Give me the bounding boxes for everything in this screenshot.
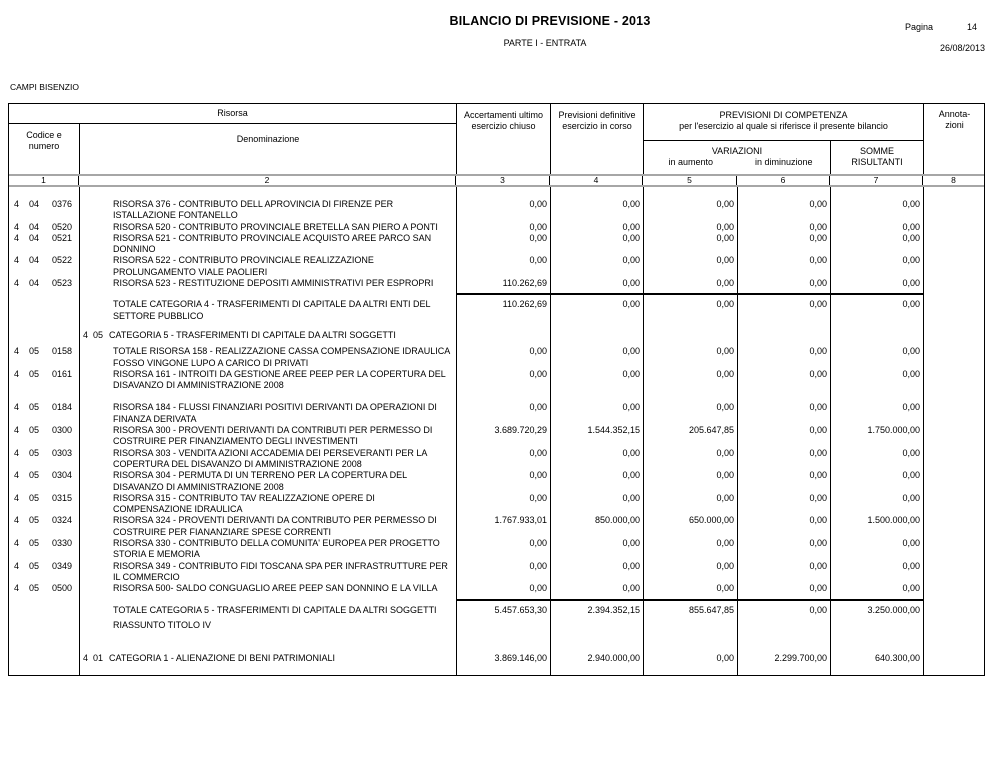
accertamenti-value: 0,00 <box>529 199 547 209</box>
row-categoria-5-header <box>9 330 984 341</box>
somme-value: 0,00 <box>902 221 920 232</box>
code-cell: 4 04 0522 <box>14 255 73 266</box>
total-separator-line <box>456 293 924 295</box>
budget-table <box>8 103 985 676</box>
denominazione-cell: TOTALE CATEGORIA 5 - TRASFERIMENTI DI CAPITALE DA ALTRI SOGGETTI <box>113 604 437 615</box>
row-risorsa-0521 <box>9 233 984 256</box>
diminuzione-value: 0,00 <box>809 560 827 571</box>
diminuzione-value: 2.299.700,00 <box>774 653 827 664</box>
previsioni-value: 0,00 <box>622 199 640 209</box>
header-risorsa: Risorsa <box>9 104 457 124</box>
accertamenti-value: 0,00 <box>529 232 547 243</box>
table-header <box>9 104 984 174</box>
row-risorsa-0303 <box>9 448 984 471</box>
code-cell: 4 05 0304 <box>14 470 73 481</box>
denominazione-cell: RISORSA 500- SALDO CONGUAGLIO AREE PEEP SAN DONNINO E LA VILLA <box>113 583 438 594</box>
code-cell: 4 05 0315 <box>14 492 73 503</box>
somme-value: 0,00 <box>902 583 920 594</box>
diminuzione-value: 0,00 <box>809 221 827 232</box>
somme-value: 1.750.000,00 <box>867 425 920 436</box>
diminuzione-value: 0,00 <box>809 299 827 310</box>
aumento-value: 0,00 <box>716 299 734 310</box>
somme-value: 0,00 <box>902 402 920 413</box>
previsioni-value: 0,00 <box>622 299 640 310</box>
page-number-label: Pagina <box>905 22 934 32</box>
total-separator-line <box>456 599 924 601</box>
somme-value: 640.300,00 <box>874 653 920 664</box>
code-cell: 4 05 0158 <box>14 346 73 357</box>
header-variazioni-sub <box>644 157 830 168</box>
row-categoria-1 <box>9 653 984 664</box>
accertamenti-value: 110.262,69 <box>502 299 547 310</box>
somme-value: 1.500.000,00 <box>867 515 920 526</box>
accertamenti-value: 0,00 <box>529 402 547 413</box>
column-number: 6 <box>737 176 830 185</box>
column-number: 2 <box>79 176 456 185</box>
aumento-value: 0,00 <box>716 255 734 266</box>
aumento-value: 0,00 <box>716 653 734 664</box>
row-risorsa-0324 <box>9 515 984 538</box>
previsioni-value: 0,00 <box>622 492 640 503</box>
somme-value: 0,00 <box>902 447 920 458</box>
accertamenti-value: 0,00 <box>529 368 547 379</box>
accertamenti-value: 3.869.146,00 <box>494 653 547 664</box>
aumento-value: 0,00 <box>716 560 734 571</box>
previsioni-value: 1.544.352,15 <box>587 425 640 436</box>
column-number-row <box>9 174 984 187</box>
document-date: 26/08/2013 <box>939 43 985 53</box>
column-divider <box>79 187 80 675</box>
diminuzione-value: 0,00 <box>809 515 827 526</box>
accertamenti-value: 0,00 <box>529 538 547 549</box>
denominazione-cell: RISORSA 349 - CONTRIBUTO FIDI TOSCANA SPA PER INFRASTRUTTURE PER IL COMMERCIO <box>113 560 448 582</box>
denominazione-cell: 4 01 CATEGORIA 1 - ALIENAZIONE DI BENI PATRIMONIALI <box>83 653 336 664</box>
column-number: 3 <box>456 176 550 185</box>
denominazione-cell: RISORSA 300 - PROVENTI DERIVANTI DA CONTRIBUTI PER PERMESSO DI COSTRUIRE PER FINANZIAMENTO DEGLI INVESTIMENTI <box>113 425 433 447</box>
denominazione-cell: 4 05 CATEGORIA 5 - TRASFERIMENTI DI CAPITALE DA ALTRI SOGGETTI <box>83 329 396 340</box>
diminuzione-value: 0,00 <box>809 538 827 549</box>
previsioni-value: 0,00 <box>622 402 640 413</box>
denominazione-cell: RIASSUNTO TITOLO IV <box>113 619 212 630</box>
denominazione-cell: RISORSA 376 - CONTRIBUTO DELL APROVINCIA DI FIRENZE PER ISTALLAZIONE FONTANELLO <box>113 199 394 221</box>
previsioni-value: 0,00 <box>622 346 640 357</box>
header-previsioni-competenza <box>644 104 924 141</box>
aumento-value: 855.647,85 <box>688 604 734 615</box>
aumento-value: 0,00 <box>716 346 734 357</box>
aumento-value: 650.000,00 <box>688 515 734 526</box>
header-somme-risultanti: SOMME RISULTANTI <box>831 141 924 174</box>
accertamenti-value: 0,00 <box>529 447 547 458</box>
code-cell: 4 05 0324 <box>14 515 73 526</box>
row-risorsa-0300 <box>9 425 984 448</box>
document-title: BILANCIO DI PREVISIONE - 2013 <box>449 14 651 28</box>
header-in-aumento: in aumento <box>668 157 714 168</box>
row-totale-categoria-5 <box>9 605 984 616</box>
aumento-value: 0,00 <box>716 368 734 379</box>
somme-value: 0,00 <box>902 560 920 571</box>
denominazione-cell: RISORSA 315 - CONTRIBUTO TAV REALIZZAZIONE OPERE DI COMPENSAZIONE IDRAULICA <box>113 492 375 515</box>
code-cell: 4 05 0184 <box>14 402 73 413</box>
column-divider <box>923 187 924 675</box>
denominazione-cell: RISORSA 522 - CONTRIBUTO PROVINCIALE REALIZZAZIONE PROLUNGAMENTO VIALE PAOLIERI <box>113 255 374 277</box>
code-cell: 4 05 0349 <box>14 560 73 571</box>
column-divider <box>643 187 644 675</box>
header-variazioni-title: VARIAZIONI <box>711 146 763 156</box>
row-risorsa-0304 <box>9 470 984 493</box>
row-risorsa-0522 <box>9 255 984 278</box>
accertamenti-value: 0,00 <box>529 492 547 503</box>
previsioni-value: 0,00 <box>622 278 640 289</box>
previsioni-value: 0,00 <box>622 232 640 243</box>
aumento-value: 0,00 <box>716 278 734 289</box>
column-divider <box>737 187 738 675</box>
denominazione-cell: TOTALE CATEGORIA 4 - TRASFERIMENTI DI CAPITALE DA ALTRI ENTI DEL SETTORE PUBBLICO <box>113 299 431 321</box>
header-in-diminuzione: in diminuzione <box>754 157 813 168</box>
diminuzione-value: 0,00 <box>809 447 827 458</box>
code-cell: 4 05 0300 <box>14 425 73 436</box>
aumento-value: 0,00 <box>716 583 734 594</box>
diminuzione-value: 0,00 <box>809 492 827 503</box>
diminuzione-value: 0,00 <box>809 583 827 594</box>
previsioni-value: 0,00 <box>622 221 640 232</box>
denominazione-cell: RISORSA 520 - CONTRIBUTO PROVINCIALE BRETELLA SAN PIERO A PONTI <box>113 221 438 232</box>
diminuzione-value: 0,00 <box>809 425 827 436</box>
row-risorsa-0184 <box>9 402 984 425</box>
denominazione-cell: RISORSA 184 - FLUSSI FINANZIARI POSITIVI DERIVANTI DA OPERAZIONI DI FINANZA DERIVATA <box>113 402 437 424</box>
somme-value: 0,00 <box>902 538 920 549</box>
code-cell: 4 04 0521 <box>14 232 73 243</box>
header-codice-numero: Codice e numero <box>9 124 80 174</box>
denominazione-cell: RISORSA 330 - CONTRIBUTO DELLA COMUNITA' EUROPEA PER PROGETTO STORIA E MEMORIA <box>113 538 440 560</box>
diminuzione-value: 0,00 <box>809 255 827 266</box>
previsioni-value: 2.394.352,15 <box>587 604 640 615</box>
diminuzione-value: 0,00 <box>809 402 827 413</box>
previsioni-value: 0,00 <box>622 470 640 481</box>
table-body <box>9 187 984 675</box>
column-number: 4 <box>550 176 643 185</box>
aumento-value: 0,00 <box>716 199 734 209</box>
previsioni-value: 0,00 <box>622 447 640 458</box>
previsioni-value: 0,00 <box>622 538 640 549</box>
row-risorsa-0349 <box>9 561 984 584</box>
denominazione-cell: RISORSA 521 - CONTRIBUTO PROVINCIALE ACQUISTO AREE PARCO SAN DONNINO <box>113 232 432 255</box>
somme-value: 0,00 <box>902 255 920 266</box>
somme-value: 0,00 <box>902 492 920 503</box>
diminuzione-value: 0,00 <box>809 232 827 243</box>
header-annotazioni: Annota-zioni <box>938 109 971 131</box>
diminuzione-value: 0,00 <box>809 604 827 615</box>
somme-value: 3.250.000,00 <box>867 604 920 615</box>
aumento-value: 0,00 <box>716 447 734 458</box>
column-divider <box>550 187 551 675</box>
aumento-value: 205.647,85 <box>688 425 734 436</box>
somme-value: 0,00 <box>902 278 920 289</box>
denominazione-cell: RISORSA 523 - RESTITUZIONE DEPOSITI AMMINISTRATIVI PER ESPROPRI <box>113 278 434 289</box>
header-denominazione: Denominazione <box>80 124 457 174</box>
denominazione-cell: RISORSA 303 - VENDITA AZIONI ACCADEMIA DEI PERSEVERANTI PER LA COPERTURA DEL DISAVANZO DI AMMINISTRAZIONE 2008 <box>113 447 427 469</box>
column-number: 7 <box>830 176 923 185</box>
row-risorsa-0158 <box>9 346 984 369</box>
previsioni-value: 2.940.000,00 <box>587 653 640 664</box>
accertamenti-value: 0,00 <box>529 255 547 266</box>
aumento-value: 0,00 <box>716 402 734 413</box>
previsioni-value: 0,00 <box>622 583 640 594</box>
somme-value: 0,00 <box>902 232 920 243</box>
previsioni-value: 0,00 <box>622 368 640 379</box>
header-competenza-title: PREVISIONI DI COMPETENZA <box>719 110 848 120</box>
accertamenti-value: 0,00 <box>529 346 547 357</box>
aumento-value: 0,00 <box>716 221 734 232</box>
previsioni-value: 0,00 <box>622 255 640 266</box>
denominazione-cell: RISORSA 304 - PERMUTA DI UN TERRENO PER LA COPERTURA DEL DISAVANZO DI AMMINISTRAZIONE 2008 <box>113 470 407 492</box>
diminuzione-value: 0,00 <box>809 278 827 289</box>
row-riassunto-titolo-4 <box>9 620 984 631</box>
row-risorsa-0161 <box>9 369 984 392</box>
diminuzione-value: 0,00 <box>809 470 827 481</box>
code-cell: 4 05 0330 <box>14 538 73 549</box>
denominazione-cell: TOTALE RISORSA 158 - REALIZZAZIONE CASSA COMPENSAZIONE IDRAULICA FOSSO VINGONE LUPO A CARICO DI PRIVATI <box>113 346 450 368</box>
row-totale-categoria-4 <box>9 299 984 322</box>
header-competenza-subtitle: per l'esercizio al quale si riferisce il presente bilancio <box>679 121 888 132</box>
document-subtitle: PARTE I - ENTRATA <box>503 38 587 48</box>
row-risorsa-0500 <box>9 583 984 594</box>
previsioni-value: 850.000,00 <box>594 515 640 526</box>
aumento-value: 0,00 <box>716 492 734 503</box>
aumento-value: 0,00 <box>716 232 734 243</box>
diminuzione-value: 0,00 <box>809 368 827 379</box>
row-risorsa-0315 <box>9 493 984 516</box>
code-cell: 4 04 0523 <box>14 278 73 289</box>
code-cell: 4 05 0161 <box>14 368 73 379</box>
aumento-value: 0,00 <box>716 538 734 549</box>
column-number: 5 <box>643 176 737 185</box>
accertamenti-value: 3.689.720,29 <box>494 425 547 436</box>
row-risorsa-0376 <box>9 199 984 222</box>
diminuzione-value: 0,00 <box>809 199 827 209</box>
column-divider <box>456 187 457 675</box>
row-risorsa-0520 <box>9 222 984 233</box>
accertamenti-value: 0,00 <box>529 470 547 481</box>
accertamenti-value: 0,00 <box>529 560 547 571</box>
column-number: 1 <box>9 176 79 185</box>
row-risorsa-0330 <box>9 538 984 561</box>
code-cell: 4 05 0500 <box>14 583 73 594</box>
code-cell: 4 04 0376 <box>14 199 73 209</box>
accertamenti-value: 5.457.653,30 <box>494 604 547 615</box>
row-risorsa-0523 <box>9 278 984 289</box>
accertamenti-value: 110.262,69 <box>502 278 547 289</box>
diminuzione-value: 0,00 <box>809 346 827 357</box>
somme-value: 0,00 <box>902 299 920 310</box>
previsioni-value: 0,00 <box>622 560 640 571</box>
column-number: 8 <box>951 175 956 185</box>
column-divider <box>830 187 831 675</box>
code-cell: 4 05 0303 <box>14 447 73 458</box>
denominazione-cell: RISORSA 324 - PROVENTI DERIVANTI DA CONTRIBUTO PER PERMESSO DI COSTRUIRE PER FIANANZIARE SPESE CORRENTI <box>113 515 437 537</box>
entity-name: CAMPI BISENZIO <box>10 82 79 92</box>
aumento-value: 0,00 <box>716 470 734 481</box>
somme-value: 0,00 <box>902 368 920 379</box>
header-previsioni-definitive: Previsioni definitive esercizio in corso <box>551 104 644 174</box>
denominazione-cell: RISORSA 161 - INTROITI DA GESTIONE AREE PEEP PER LA COPERTURA DEL DISAVANZO DI AMMINISTRAZIONE 2008 <box>113 368 446 391</box>
header-accertamenti: Accertamenti ultimo esercizio chiuso <box>457 104 551 174</box>
header-variazioni <box>644 141 831 174</box>
accertamenti-value: 1.767.933,01 <box>494 515 547 526</box>
accertamenti-value: 0,00 <box>529 583 547 594</box>
somme-value: 0,00 <box>902 346 920 357</box>
somme-value: 0,00 <box>902 199 920 209</box>
accertamenti-value: 0,00 <box>529 221 547 232</box>
page-number-value: 14 <box>966 22 977 32</box>
somme-value: 0,00 <box>902 470 920 481</box>
code-cell: 4 04 0520 <box>14 221 73 232</box>
